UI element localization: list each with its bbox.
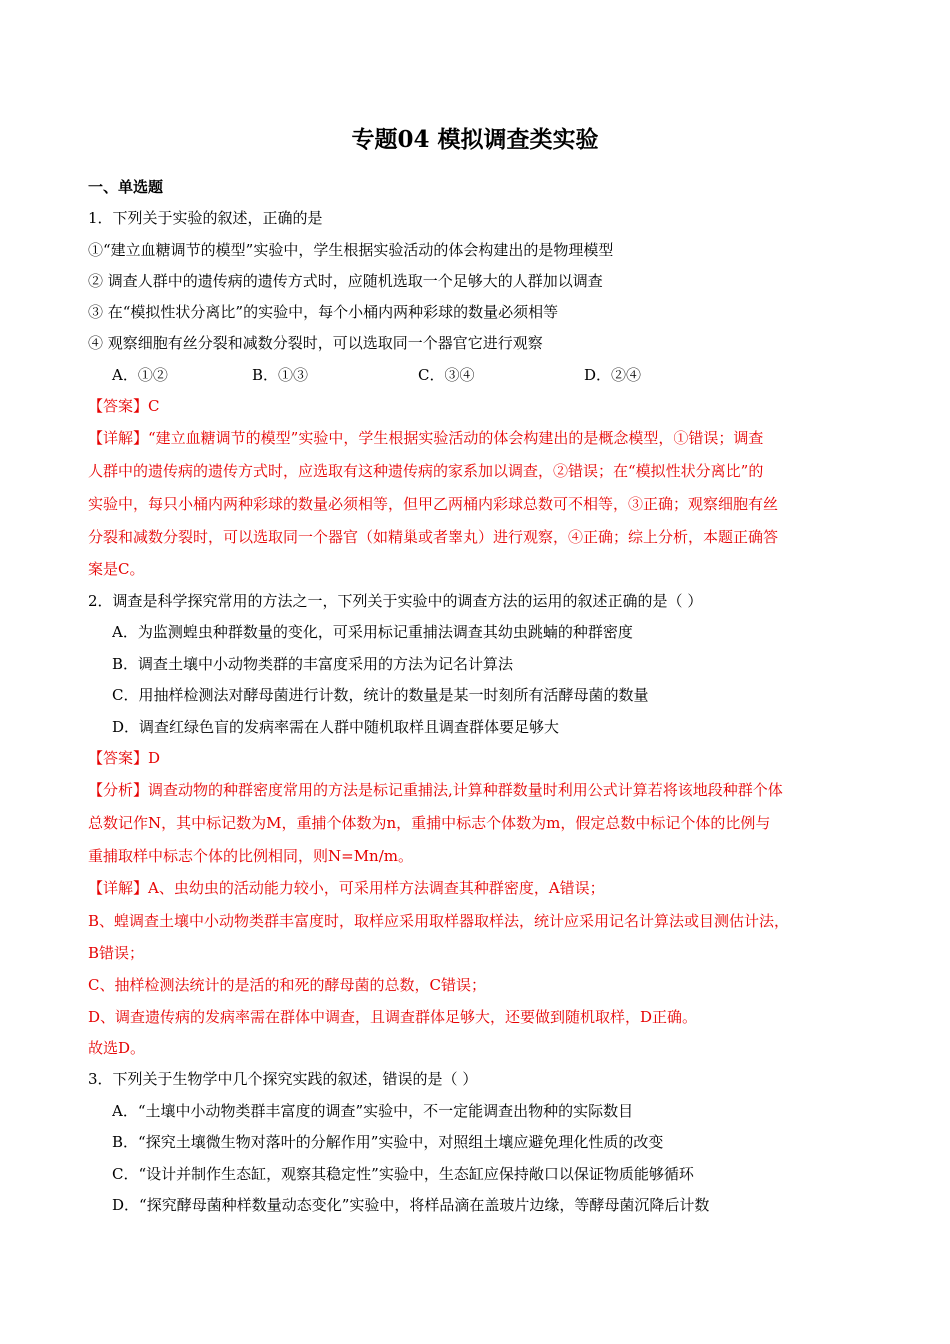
q2-analysis-line: 总数记作N，其中标记数为M，重捕个体数为n，重捕中标志个体数为m，假定总数中标记个体的比例与 <box>88 814 771 832</box>
q2-stem: 2．调查是科学探究常用的方法之一，下列关于实验中的调查方法的运用的叙述正确的是（ ） <box>88 592 703 610</box>
q2-detail-line: B、蝗调查土壤中小动物类群丰富度时，取样应采用取样器取样法，统计应采用记名计算法或目测估计法， <box>88 912 790 930</box>
q1-detail-line: 【详解】“建立血糖调节的模型”实验中，学生根据实验活动的体会构建出的是概念模型，①错误；调查 <box>88 429 764 447</box>
q1-item: ④ 观察细胞有丝分裂和减数分裂时，可以选取同一个器官它进行观察 <box>88 334 543 352</box>
q2-detail-line: 故选D。 <box>88 1039 146 1057</box>
q3-option-a: A．“土壤中小动物类群丰富度的调查”实验中，不一定能调查出物种的实际数目 <box>112 1102 634 1120</box>
q1-option-a: A．①② <box>112 366 168 384</box>
q1-option-d: D．②④ <box>584 366 642 384</box>
section-heading: 一、单选题 <box>88 178 164 196</box>
q2-answer: 【答案】D <box>88 749 161 767</box>
q1-detail-line: 案是C。 <box>88 560 145 578</box>
q3-option-b: B．“探究土壤微生物对落叶的分解作用”实验中，对照组土壤应避免理化性质的改变 <box>112 1133 664 1151</box>
q1-option-c: C．③④ <box>418 366 475 384</box>
q1-item: ② 调查人群中的遗传病的遗传方式时，应随机选取一个足够大的人群加以调查 <box>88 272 603 290</box>
q2-detail-line: 【详解】A、虫幼虫的活动能力较小，可采用样方法调查其种群密度，A错误； <box>88 879 605 897</box>
q1-answer: 【答案】C <box>88 397 160 415</box>
q2-detail-line: B错误； <box>88 944 145 962</box>
q1-item: ③ 在“模拟性状分离比”的实验中，每个小桶内两种彩球的数量必须相等 <box>88 303 559 321</box>
q2-analysis-line: 【分析】调查动物的种群密度常用的方法是标记重捕法,计算种群数量时利用公式计算若将该地段种群个体 <box>88 781 783 799</box>
document-title: 专题04 模拟调查类实验 <box>351 126 599 153</box>
q3-option-c: C．“设计并制作生态缸，观察其稳定性”实验中，生态缸应保持敞口以保证物质能够循环 <box>112 1165 694 1183</box>
q1-options <box>88 364 878 386</box>
q1-option-b: B．①③ <box>252 366 309 384</box>
q2-option-d: D．调查红绿色盲的发病率需在人群中随机取样且调查群体要足够大 <box>112 718 560 736</box>
q2-detail-line: D、调查遗传病的发病率需在群体中调查，且调查群体足够大，还要做到随机取样，D正确。 <box>88 1008 698 1026</box>
q2-detail-line: C、抽样检测法统计的是活的和死的酵母菌的总数，C错误； <box>88 976 486 994</box>
q1-item: ①“建立血糖调节的模型”实验中，学生根据实验活动的体会构建出的是物理模型 <box>88 241 614 259</box>
q1-detail-line: 分裂和减数分裂时，可以选取同一个器官（如精巢或者睾丸）进行观察，④正确；综上分析，本题正确答 <box>88 528 779 546</box>
q1-detail-line: 实验中，每只小桶内两种彩球的数量必须相等，但甲乙两桶内彩球总数可不相等，③正确；观察细胞有丝 <box>88 495 779 513</box>
q2-option-c: C．用抽样检测法对酵母菌进行计数，统计的数量是某一时刻所有活酵母菌的数量 <box>112 686 649 704</box>
q2-option-b: B．调查土壤中小动物类群的丰富度采用的方法为记名计算法 <box>112 655 514 673</box>
q3-stem: 3．下列关于生物学中几个探究实践的叙述，错误的是（ ） <box>88 1070 478 1088</box>
q2-option-a: A．为监测蝗虫种群数量的变化，可采用标记重捕法调查其幼虫跳蝻的种群密度 <box>112 623 633 641</box>
q3-option-d: D．“探究酵母菌种样数量动态变化”实验中，将样品滴在盖玻片边缘，等酵母菌沉降后计数 <box>112 1196 710 1214</box>
q1-stem: 1．下列关于实验的叙述，正确的是 <box>88 209 323 227</box>
q1-detail-line: 人群中的遗传病的遗传方式时，应选取有这种遗传病的家系加以调查，②错误；在“模拟性状分离比”的 <box>88 462 764 480</box>
q2-analysis-line: 重捕取样中标志个体的比例相同，则N=Mn/m。 <box>88 847 413 865</box>
